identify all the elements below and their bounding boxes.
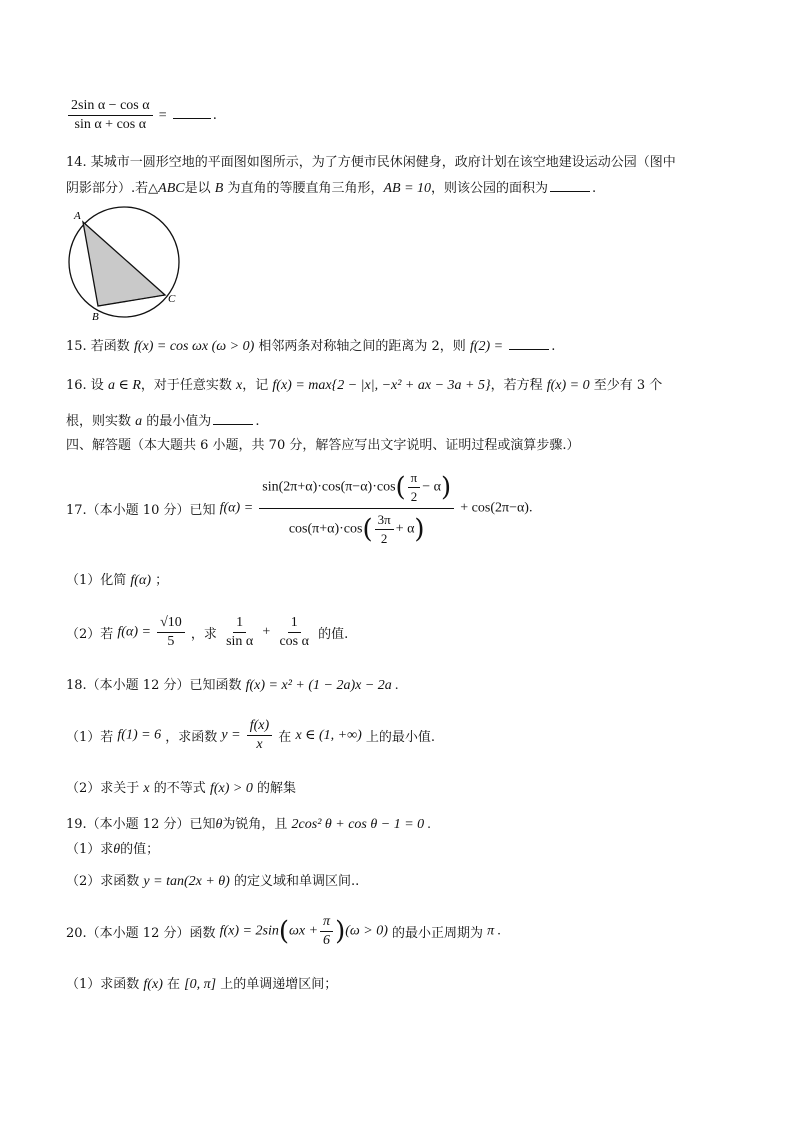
q17-p2mid: ，求 — [190, 627, 217, 642]
q18-fx: f(x) = x² + (1 − 2a)x − 2a . — [245, 678, 399, 693]
q16-line2b: 的最小值为 — [146, 414, 212, 429]
q15-end: . — [551, 339, 556, 354]
q13-tail — [66, 98, 217, 133]
answer-blank — [550, 179, 590, 192]
q19-p1: （1）求 — [66, 842, 114, 857]
q16-line2 — [66, 412, 259, 431]
q18-line — [66, 677, 399, 695]
q13-end: . — [212, 108, 217, 123]
q17-pre: 17.（本小题 10 分）已知 — [66, 503, 216, 518]
q14-text-c: 为直角的等腰直角三角形， — [227, 181, 384, 196]
one-over-cos — [276, 615, 312, 650]
q17-fa: f(α) = — [219, 500, 254, 516]
q18-p2: （2）求关于 — [66, 781, 140, 796]
q18-domain: x ∈ (1, +∞) — [295, 728, 362, 743]
q20-p1: （1）求函数 — [66, 977, 140, 992]
q19-line — [66, 816, 431, 834]
q18-p2end: 的解集 — [256, 781, 296, 796]
q18-p1m: ，求函数 — [165, 730, 218, 745]
q19-p1end: 的值； — [120, 842, 160, 857]
q20-pi-end: π . — [487, 923, 502, 939]
q17-main-fraction — [259, 470, 454, 547]
q18-part2 — [66, 780, 296, 798]
q19-mid: 为锐角，且 — [222, 817, 288, 832]
q15-function: f(x) = cos ωx (ω > 0) — [133, 339, 255, 354]
q14-text-b: 是以 — [184, 181, 211, 196]
q15-line — [66, 337, 555, 356]
q19-theta: θ — [215, 817, 223, 832]
q13-denominator: sin α + cos α — [74, 117, 147, 132]
q17-p1: （1）化简 — [66, 573, 127, 588]
q17-denominator — [286, 509, 428, 547]
q18-part1 — [66, 718, 435, 753]
q20-p1m: 在 — [167, 977, 181, 992]
q19-part1 — [66, 841, 159, 859]
q13-equals: = — [158, 108, 167, 123]
q19-p2end: 的定义域和单调区间.. — [233, 874, 360, 889]
cos-alpha: cos α — [279, 634, 309, 649]
q13-fraction — [68, 98, 153, 133]
q17-p2: （2）若 — [66, 627, 114, 642]
q17-part2 — [66, 615, 348, 650]
q20-p1f: f(x) — [143, 977, 163, 992]
shaded-triangle — [83, 222, 165, 306]
q14-ab: AB = 10 — [383, 181, 432, 196]
q19-p2: （2）求函数 — [66, 874, 140, 889]
q20-wx: ωx + — [289, 923, 319, 939]
q17-numerator — [259, 470, 454, 509]
fx-over-x — [247, 718, 272, 753]
q16-mid2: ，记 — [242, 378, 269, 393]
q17-part1 — [66, 572, 168, 590]
q14-text-d: ，则该公园的面积为 — [431, 181, 549, 196]
q14-circle-figure — [62, 206, 186, 324]
q14-text-a: 阴影部分）.若△ — [66, 181, 159, 196]
paren-open: ( — [362, 514, 373, 545]
q17-p2f: f(α) = — [117, 624, 151, 640]
one: 1 — [233, 615, 246, 633]
one: 1 — [288, 615, 301, 633]
q17-p1f: f(α) — [130, 573, 151, 588]
q20-pre: 20.（本小题 12 分）函数 — [66, 926, 216, 941]
sqrt10-over-5 — [157, 615, 185, 650]
q17-tail: + cos(2π−α). — [460, 500, 533, 516]
q17-num-b: − α — [422, 479, 441, 495]
q17-line — [66, 470, 532, 547]
q17-num-a: sin(2π+α)·cos(π−α)·cos — [262, 479, 396, 495]
q20-interval: [0, π] — [184, 977, 217, 992]
q19-part2 — [66, 873, 359, 891]
q16-a-in-r: a ∈ R — [107, 378, 141, 393]
q16-mid3: ，若方程 — [490, 378, 543, 393]
q20-fa: f(x) = 2sin — [219, 923, 279, 939]
q14-b: B — [214, 181, 224, 196]
three-pi: 3π — [375, 512, 394, 530]
answer-blank — [509, 337, 549, 350]
q17-den-b: + α — [395, 521, 415, 537]
q20-p1end: 上的单调递增区间； — [220, 977, 338, 992]
q18-p1m2: 在 — [278, 730, 292, 745]
five: 5 — [167, 634, 175, 649]
q13-numerator: 2sin α − cos α — [68, 98, 153, 116]
q18-ineq: f(x) > 0 — [209, 781, 253, 796]
q15-f2: f(2) = — [469, 339, 504, 354]
q16-pre: 16. 设 — [66, 378, 104, 393]
q18-pre: 18.（本小题 12 分）已知函数 — [66, 678, 242, 693]
q17-pi-over-2 — [408, 470, 421, 505]
q16-line1 — [66, 377, 662, 395]
q14-end: . — [592, 181, 597, 196]
paren-open: ( — [278, 916, 289, 947]
answer-blank — [173, 106, 211, 119]
paren-close: ) — [440, 472, 452, 503]
q17-p2end: 的值. — [318, 627, 349, 642]
label-b: B — [92, 311, 99, 323]
q18-p1y: y = — [221, 727, 241, 743]
q18-p1end: 上的最小值. — [365, 730, 436, 745]
q17-3pi-over-2 — [375, 512, 394, 547]
q18-p2x: x — [143, 781, 150, 796]
q16-fdef: f(x) = max{2 − |x|, −x² + ax − 3a + 5} — [272, 378, 491, 393]
pi: π — [408, 470, 421, 488]
q19-pre: 19.（本小题 12 分）已知 — [66, 817, 216, 832]
two: 2 — [410, 489, 418, 504]
q20-mid: 的最小正周期为 — [392, 926, 484, 941]
label-c: C — [168, 293, 176, 305]
q16-x: x — [236, 378, 243, 393]
pi-over-6 — [320, 914, 333, 949]
q16-end: . — [255, 414, 260, 429]
q17-den-a: cos(π+α)·cos — [288, 521, 363, 537]
one-over-sin — [223, 615, 256, 650]
sin-alpha: sin α — [226, 634, 254, 649]
q16-mid1: ，对于任意实数 — [140, 378, 232, 393]
q19-theta-2: θ — [113, 842, 121, 857]
two: 2 — [380, 531, 388, 546]
q19-p2y: y = tan(2x + θ) — [143, 874, 230, 889]
q18-p1c: f(1) = 6 — [117, 727, 162, 743]
q17-p1end: ； — [155, 573, 169, 588]
sqrt10: √10 — [157, 615, 185, 633]
q14-line1: 14. 某城市一圆形空地的平面图如图所示，为了方便市民休闲健身，政府计划在该空地建设运动公园（图中 — [66, 155, 676, 170]
q15-pre: 15. 若函数 — [66, 339, 130, 354]
label-a: A — [74, 210, 81, 222]
six: 6 — [323, 933, 331, 948]
pi: π — [320, 914, 333, 932]
paren-close: ) — [414, 514, 425, 545]
q20-line — [66, 914, 501, 949]
q16-eq: f(x) = 0 — [546, 378, 590, 393]
q18-p2m: 的不等式 — [153, 781, 206, 796]
q16-mid4: 至少有 3 个 — [593, 378, 663, 393]
q14-abc: ABC — [158, 181, 185, 196]
q16-line2a: 根，则实数 — [66, 414, 132, 429]
fx: f(x) — [247, 718, 272, 736]
x: x — [256, 737, 263, 752]
q20-part1 — [66, 976, 337, 994]
q19-eq: 2cos² θ + cos θ − 1 = 0 . — [291, 817, 432, 832]
q18-p1: （1）若 — [66, 730, 114, 745]
q16-a: a — [135, 414, 143, 429]
q15-mid: 相邻两条对称轴之间的距离为 2，则 — [258, 339, 466, 354]
answer-blank — [213, 412, 253, 425]
paren-open: ( — [395, 472, 406, 503]
q14-line2 — [66, 179, 596, 198]
paren-close: ) — [335, 916, 346, 947]
plus: + — [262, 624, 271, 640]
section-4-heading: 四、解答题（本大题共 6 小题，共 70 分，解答应写出文字说明、证明过程或演算步骤.） — [66, 438, 580, 453]
q20-cond: (ω > 0) — [345, 923, 388, 939]
